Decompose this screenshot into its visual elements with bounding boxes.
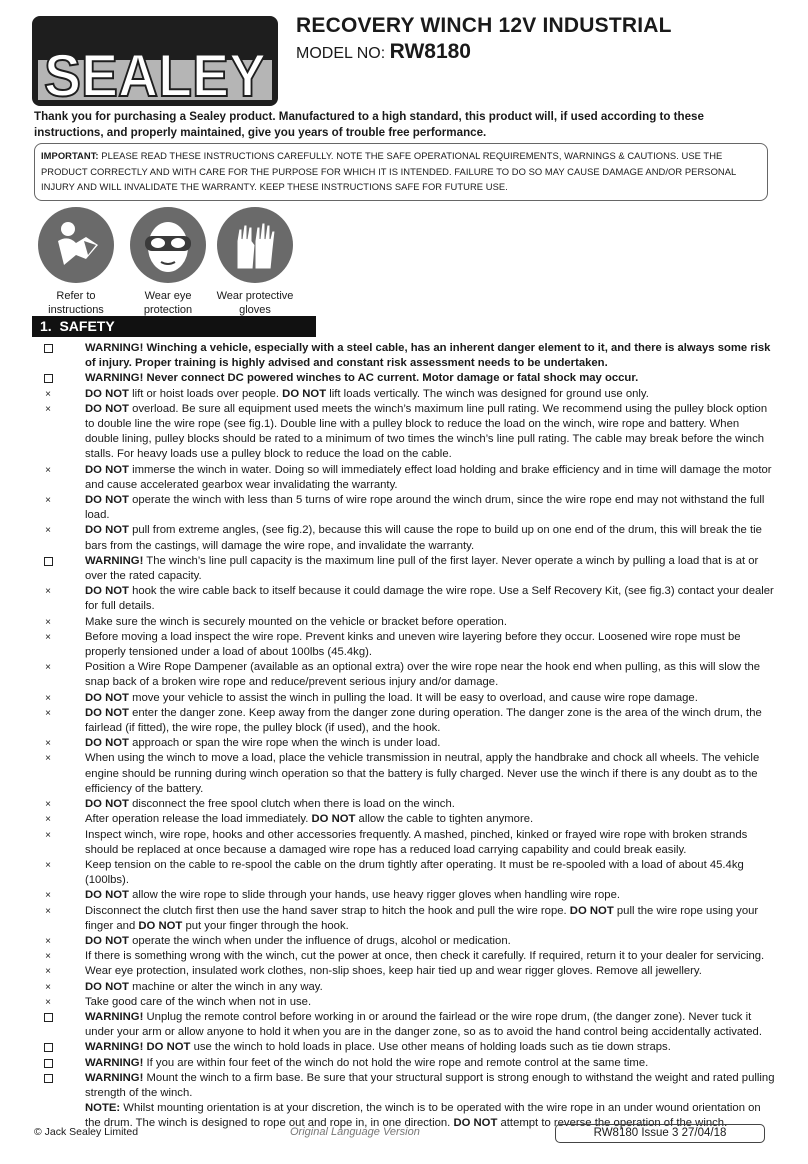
item-emphasis: DO NOT xyxy=(85,691,129,704)
cross-bullet-icon: × xyxy=(45,799,51,811)
footer-copyright: © Jack Sealey Limited xyxy=(34,1126,139,1138)
item-text: hook the wire cable back to itself because it could damage the wire rope. Use a Self Recovery Kit, (see fig.3) contact your dealer for full details. xyxy=(85,585,774,613)
item-emphasis: DO NOT xyxy=(85,798,129,811)
safety-item xyxy=(30,888,775,903)
item-emphasis: WARNING! xyxy=(85,1056,144,1069)
cross-bullet-icon: × xyxy=(45,738,51,750)
item-emphasis: DO NOT xyxy=(85,494,129,507)
safety-item xyxy=(30,554,775,584)
safety-item xyxy=(30,584,775,614)
item-text: Unplug the remote control before working in or around the fairlead or the wire rope drum, (the danger zone). Never tuck it under your arm or allow anyone to hold it when you are in the danger zone, so as to avoid the hand control being accidentally activated. xyxy=(85,1010,762,1039)
important-label: IMPORTANT: xyxy=(41,150,99,161)
cross-bullet-icon: × xyxy=(45,859,51,871)
ppe-gloves xyxy=(209,207,301,317)
safety-item xyxy=(30,1010,775,1040)
cross-bullet-icon: × xyxy=(45,890,51,902)
cross-bullet-icon: × xyxy=(45,753,51,765)
item-text: Wear eye protection, insulated work clothes, non-slip shoes, keep hair tied up and wear rigger gloves. Remove all jewellery. xyxy=(85,965,702,978)
cross-bullet-icon: × xyxy=(45,814,51,826)
item-text: move your vehicle to assist the winch in pulling the load. It will be easy to overload, and cause wire rope damage. xyxy=(128,691,698,704)
item-text: Whilst mounting orientation is at your discretion, the winch is to be operated with the wire rope in an under wound orientation on the drum. The winch is designed to rope out and rope in, in one direction. xyxy=(85,1102,761,1130)
ppe-label-3a: Wear protective xyxy=(216,290,294,302)
model-label: MODEL NO: xyxy=(296,45,386,62)
item-text: pull the wire rope using your finger and xyxy=(85,904,759,932)
warning-checkbox-icon xyxy=(41,1071,55,1088)
safety-item xyxy=(30,736,775,751)
cross-bullet-icon: × xyxy=(45,495,51,507)
important-notice xyxy=(34,143,768,201)
cross-bullet-icon: × xyxy=(45,966,51,978)
item-emphasis: WARNING! xyxy=(85,1071,144,1084)
item-emphasis: WARNING! xyxy=(85,1010,144,1023)
item-text: disconnect the free spool clutch when there is load on the winch. xyxy=(128,798,455,811)
safety-item xyxy=(30,828,775,858)
important-text: PLEASE READ THESE INSTRUCTIONS CAREFULLY. NOTE THE SAFE OPERATIONAL REQUIREMENTS, WARNINGS & CAUTIONS. USE THE PRODUCT CORRECTLY AND WITH CARE FOR THE PURPOSE FOR WHICH IT IS INTENDED. FAILURE TO DO SO MAY CAUSE DAMAGE AND/OR PERSONAL INJURY AND WILL INVALIDATE THE WARRANTY. KEEP THESE INSTRUCTIONS SAFE FOR FUTURE USE. xyxy=(41,150,736,192)
safety-item xyxy=(30,1056,775,1071)
safety-item xyxy=(30,934,775,949)
item-emphasis: WARNING! Never connect DC powered winches to AC current. Motor damage or fatal shock may occur. xyxy=(85,372,639,385)
item-text: approach or span the wire rope when the winch is under load. xyxy=(128,737,441,750)
item-text: When using the winch to move a load, place the vehicle transmission in neutral, apply the handbrake and chock all wheels. The vehicle engine should be running during winch operation so that the battery is fully charged. Never use the winch if there is any doubt as to the efficiency of the battery. xyxy=(85,752,760,795)
item-text: allow the wire rope to slide through your hands, use heavy rigger gloves when handling wire rope. xyxy=(128,889,621,902)
item-emphasis: DO NOT xyxy=(85,737,129,750)
safety-item xyxy=(30,995,775,1010)
manual-icon xyxy=(38,207,114,283)
section-number: 1. xyxy=(40,318,52,334)
safety-item xyxy=(30,858,775,888)
cross-bullet-icon: × xyxy=(45,905,51,917)
safety-item xyxy=(30,797,775,812)
gloves-icon xyxy=(217,207,293,283)
item-text: put your finger through the hook. xyxy=(182,919,349,932)
ppe-label-3b: gloves xyxy=(239,304,271,316)
item-text: Take good care of the winch when not in use. xyxy=(85,995,312,1008)
item-emphasis: WARNING! Winching a vehicle, especially with a steel cable, has an inherent danger element to it, and there is always some risk of injury. Proper training is highly advised and constant risk assessment needs to be undertaken. xyxy=(85,342,771,370)
safety-item xyxy=(30,1040,775,1055)
goggles-icon xyxy=(130,207,206,283)
safety-item xyxy=(30,812,775,827)
item-text: operate the winch when under the influence of drugs, alcohol or medication. xyxy=(128,934,511,947)
safety-item xyxy=(30,904,775,934)
cross-bullet-icon: × xyxy=(45,631,51,643)
safety-item xyxy=(30,615,775,630)
safety-item xyxy=(30,706,775,736)
warning-checkbox-icon xyxy=(41,341,55,358)
cross-bullet-icon: × xyxy=(45,403,51,415)
warning-checkbox-icon xyxy=(41,1010,55,1027)
safety-item xyxy=(30,493,775,523)
safety-item xyxy=(30,371,775,386)
item-emphasis: DO NOT xyxy=(85,387,129,400)
cross-bullet-icon: × xyxy=(45,935,51,947)
item-text: Make sure the winch is securely mounted on the vehicle or bracket before operation. xyxy=(85,615,507,628)
cross-bullet-icon: × xyxy=(45,586,51,598)
cross-bullet-icon: × xyxy=(45,388,51,400)
safety-item xyxy=(30,387,775,402)
item-text: lift or hoist loads over people. xyxy=(128,387,283,400)
ppe-label-1b: instructions xyxy=(48,304,104,316)
item-emphasis: DO NOT xyxy=(569,904,614,917)
item-emphasis: DO NOT xyxy=(85,585,129,598)
item-emphasis: NOTE: xyxy=(85,1102,121,1115)
item-text: overload. Be sure all equipment used meets the winch’s maximum line pull rating. We recommend using the pulley block option to double line the wire rope (see fig.1). Double line with a pulley block to reduce the load on the winch, wire rope and battery. When double lining, pulley blocks should be rated to a minimum of two times the winch’s line pull rating. The cable may break before the winch stalls. For heavy loads use a pulley block to reduce the load on the cable. xyxy=(85,402,768,461)
item-text: Inspect winch, wire rope, hooks and other accessories frequently. A mashed, pinched, kinked or frayed wire rope with broken strands should be replaced at once because a damaged wire rope has a reduced load carrying capability and could break easily. xyxy=(85,828,748,856)
ppe-label-2a: Wear eye xyxy=(144,290,192,302)
item-text: allow the cable to tighten anymore. xyxy=(355,813,534,826)
item-emphasis: DO NOT xyxy=(85,934,129,947)
item-text: Keep tension on the cable to re-spool the cable on the drum tightly after operating. It must be re-spooled with a load of about 45.4kg (100lbs). xyxy=(85,858,744,887)
safety-item xyxy=(30,1071,775,1101)
item-text: machine or alter the winch in any way. xyxy=(128,980,323,993)
section-heading xyxy=(32,316,316,337)
safety-item xyxy=(30,691,775,706)
cross-bullet-icon: × xyxy=(45,616,51,628)
footer-original-language: Original Language Version xyxy=(290,1126,420,1138)
item-emphasis: DO NOT xyxy=(138,919,183,932)
cross-bullet-icon: × xyxy=(45,996,51,1008)
safety-item xyxy=(30,751,775,797)
item-emphasis: WARNING! DO NOT xyxy=(85,1041,191,1054)
item-text: attempt to reverse the operation of the winch. xyxy=(497,1117,728,1130)
item-text: enter the danger zone. Keep away from the danger zone during operation. The danger zone is the area of the winch drum, the fairlead (if fitted), the wire rope, the pulley block (if used), and the hook. xyxy=(85,706,762,735)
ppe-label-2b: protection xyxy=(143,304,193,316)
item-text: operate the winch with less than 5 turns of wire rope around the winch drum, since the wire rope end may not withstand the full load. xyxy=(85,494,765,522)
cross-bullet-icon: × xyxy=(45,662,51,674)
cross-bullet-icon: × xyxy=(45,951,51,963)
item-text: immerse the winch in water. Doing so will immediately effect load holding and brake efficiency and in time will damage the motor and cause accelerated gearbox wear invalidating the warranty. xyxy=(85,463,772,491)
ppe-eye-protection xyxy=(122,207,214,317)
thank-you-text: Thank you for purchasing a Sealey product. Manufactured to a high standard, this product will, if used according to these instructions, and properly maintained, give you years of trouble free performance. xyxy=(34,110,704,139)
item-emphasis: DO NOT xyxy=(85,463,129,476)
item-text: use the winch to hold loads in place. Use other means of holding loads such as tie down straps. xyxy=(190,1041,671,1054)
item-emphasis: DO NOT xyxy=(311,813,356,826)
safety-item xyxy=(30,523,775,553)
cross-bullet-icon: × xyxy=(45,829,51,841)
safety-item xyxy=(30,949,775,964)
section-title: SAFETY xyxy=(59,318,115,334)
item-text: Position a Wire Rope Dampener (available as an optional extra) over the wire rope near the hook end when pulling, as this will slow the snap back of a broken wire rope and reduce/prevent serious injury and/or damage. xyxy=(85,661,761,689)
safety-list xyxy=(30,341,775,1132)
footer-issue: RW8180 Issue 3 27/04/18 xyxy=(555,1124,765,1143)
item-text: If you are within four feet of the winch do not hold the wire rope and remote control at the same time. xyxy=(143,1056,649,1069)
safety-item xyxy=(30,341,775,371)
cross-bullet-icon: × xyxy=(45,692,51,704)
sealey-logo xyxy=(32,16,278,106)
model-number: RW8180 xyxy=(389,40,471,63)
item-text: lift loads vertically. The winch was designed for ground use only. xyxy=(326,387,649,400)
warning-checkbox-icon xyxy=(41,554,55,571)
item-text: If there is something wrong with the winch, cut the power at once, then check it carefully. If required, return it to your dealer for servicing. xyxy=(85,950,765,963)
ppe-label-1a: Refer to xyxy=(56,290,96,302)
item-emphasis: DO NOT xyxy=(85,402,129,415)
item-emphasis: DO NOT xyxy=(282,387,327,400)
item-text: The winch’s line pull capacity is the maximum line pull of the first layer. Never operate a winch by pulling a load that is at or over the rated capacity. xyxy=(85,554,759,583)
item-emphasis: WARNING! xyxy=(85,554,144,567)
safety-item xyxy=(30,630,775,660)
item-emphasis: DO NOT xyxy=(85,980,129,993)
item-emphasis: DO NOT xyxy=(85,889,129,902)
ppe-instructions xyxy=(30,207,122,317)
item-emphasis: DO NOT xyxy=(453,1117,498,1130)
safety-item xyxy=(30,980,775,995)
safety-item xyxy=(30,964,775,979)
cross-bullet-icon: × xyxy=(45,525,51,537)
safety-item xyxy=(30,660,775,690)
item-text: Mount the winch to a firm base. Be sure that your structural support is strong enough to withstand the weight and rated pulling strength of the winch. xyxy=(85,1071,775,1099)
item-text: Disconnect the clutch first then use the hand saver strap to hitch the hook and pull the wire rope. xyxy=(85,904,570,917)
item-text: Before moving a load inspect the wire rope. Prevent kinks and uneven wire layering before they occur. Loosened wire rope must be properly tensioned under a load of about 100lbs (45.4kg). xyxy=(85,630,741,659)
item-text: pull from extreme angles, (see fig.2), because this will cause the rope to build up on one end of the drum, this will break the tie bars from the castings, will damage the wire rope, and invalidate the warranty. xyxy=(85,524,762,552)
model-line xyxy=(296,40,471,64)
item-text: After operation release the load immediately. xyxy=(85,813,312,826)
logo-text: SEALEY xyxy=(44,42,266,106)
item-emphasis: DO NOT xyxy=(85,706,129,719)
item-emphasis: DO NOT xyxy=(85,524,129,537)
cross-bullet-icon: × xyxy=(45,981,51,993)
cross-bullet-icon: × xyxy=(45,464,51,476)
cross-bullet-icon: × xyxy=(45,707,51,719)
safety-item xyxy=(30,402,775,463)
page-title: RECOVERY WINCH 12V INDUSTRIAL xyxy=(296,14,672,37)
safety-item xyxy=(30,463,775,493)
